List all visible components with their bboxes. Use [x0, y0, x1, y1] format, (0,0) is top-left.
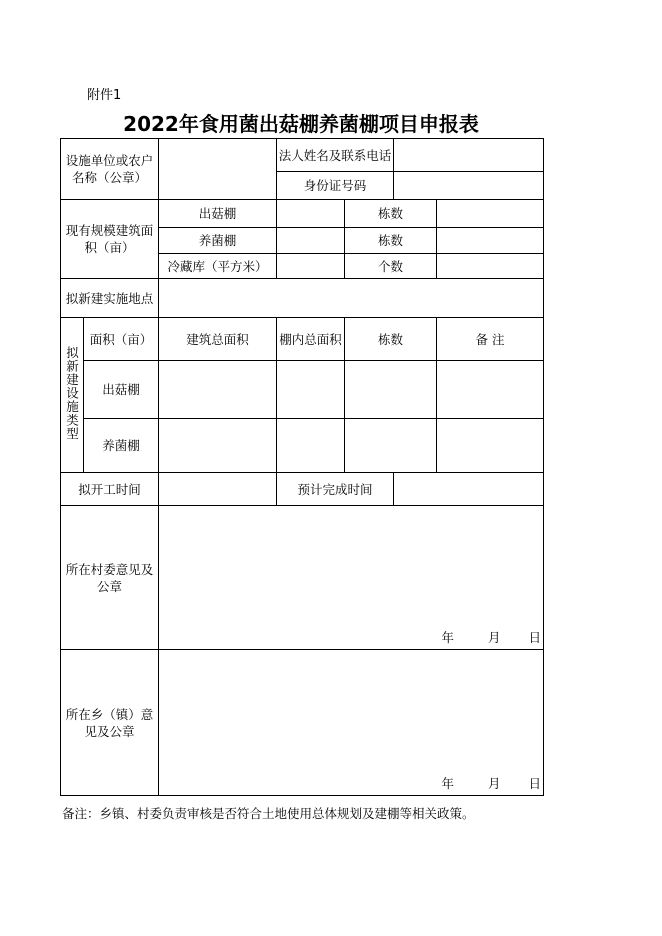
remarks-header: 备 注	[437, 318, 544, 361]
finish-time-field[interactable]	[394, 473, 544, 506]
new-yangjun-remarks-field[interactable]	[437, 419, 544, 473]
village-date-month: 月	[488, 630, 501, 645]
new-chujun-remarks-field[interactable]	[437, 361, 544, 419]
existing-chujun-area-field[interactable]	[277, 200, 345, 228]
town-opinion-label: 所在乡（镇）意见及公章	[61, 650, 159, 796]
new-yangjun-count-field[interactable]	[345, 419, 437, 473]
new-site-field[interactable]	[159, 279, 544, 318]
existing-yangjun-count-field[interactable]	[437, 228, 544, 254]
new-site-label: 拟新建实施地点	[61, 279, 159, 318]
new-chujun-inner-area-field[interactable]	[277, 361, 345, 419]
new-chujun-label: 出菇棚	[84, 361, 159, 419]
existing-chujun-count-label: 栋数	[345, 200, 437, 228]
cold-storage-units-field[interactable]	[437, 254, 544, 279]
new-yangjun-total-area-field[interactable]	[159, 419, 277, 473]
unit-name-label: 设施单位或农户名称（公章）	[61, 139, 159, 200]
village-date-day: 日	[528, 630, 542, 645]
existing-chujun-label: 出菇棚	[159, 200, 277, 228]
cold-storage-area-field[interactable]	[277, 254, 345, 279]
start-time-label: 拟开工时间	[61, 473, 159, 506]
unit-name-field[interactable]	[159, 139, 277, 200]
count-header: 栋数	[345, 318, 437, 361]
town-date-day: 日	[528, 776, 542, 791]
footnote: 备注：乡镇、村委负责审核是否符合土地使用总体规划及建棚等相关政策。	[62, 806, 475, 821]
inner-area-header: 棚内总面积	[277, 318, 345, 361]
existing-scale-label: 现有规模建筑面积（亩）	[61, 200, 159, 279]
town-opinion-field[interactable]	[159, 650, 544, 796]
existing-yangjun-label: 养菌棚	[159, 228, 277, 254]
existing-yangjun-count-label: 栋数	[345, 228, 437, 254]
new-chujun-total-area-field[interactable]	[159, 361, 277, 419]
legal-person-label: 法人姓名及联系电话	[277, 139, 394, 172]
existing-chujun-count-field[interactable]	[437, 200, 544, 228]
town-date-year: 年	[441, 776, 454, 791]
new-chujun-count-field[interactable]	[345, 361, 437, 419]
area-header: 面积（亩）	[84, 318, 159, 361]
new-yangjun-inner-area-field[interactable]	[277, 419, 345, 473]
id-number-field[interactable]	[394, 172, 544, 200]
village-opinion-field[interactable]	[159, 506, 544, 650]
id-number-label: 身份证号码	[277, 172, 394, 200]
new-type-label-text: 拟新建设施类型	[64, 345, 80, 441]
village-date-year: 年	[441, 630, 454, 645]
village-opinion-label: 所在村委意见及公章	[61, 506, 159, 650]
new-type-label	[61, 318, 84, 473]
total-build-area-header: 建筑总面积	[159, 318, 277, 361]
town-date-month: 月	[488, 776, 501, 791]
existing-yangjun-area-field[interactable]	[277, 228, 345, 254]
page-title: 2022年食用菌出菇棚养菌棚项目申报表	[123, 112, 479, 136]
finish-time-label: 预计完成时间	[277, 473, 394, 506]
legal-person-field[interactable]	[394, 139, 544, 172]
cold-storage-label: 冷藏库（平方米）	[159, 254, 277, 279]
new-yangjun-label: 养菌棚	[84, 419, 159, 473]
cold-storage-units-label: 个数	[345, 254, 437, 279]
start-time-field[interactable]	[159, 473, 277, 506]
attachment-label: 附件1	[87, 88, 122, 103]
application-form-table	[60, 138, 544, 796]
